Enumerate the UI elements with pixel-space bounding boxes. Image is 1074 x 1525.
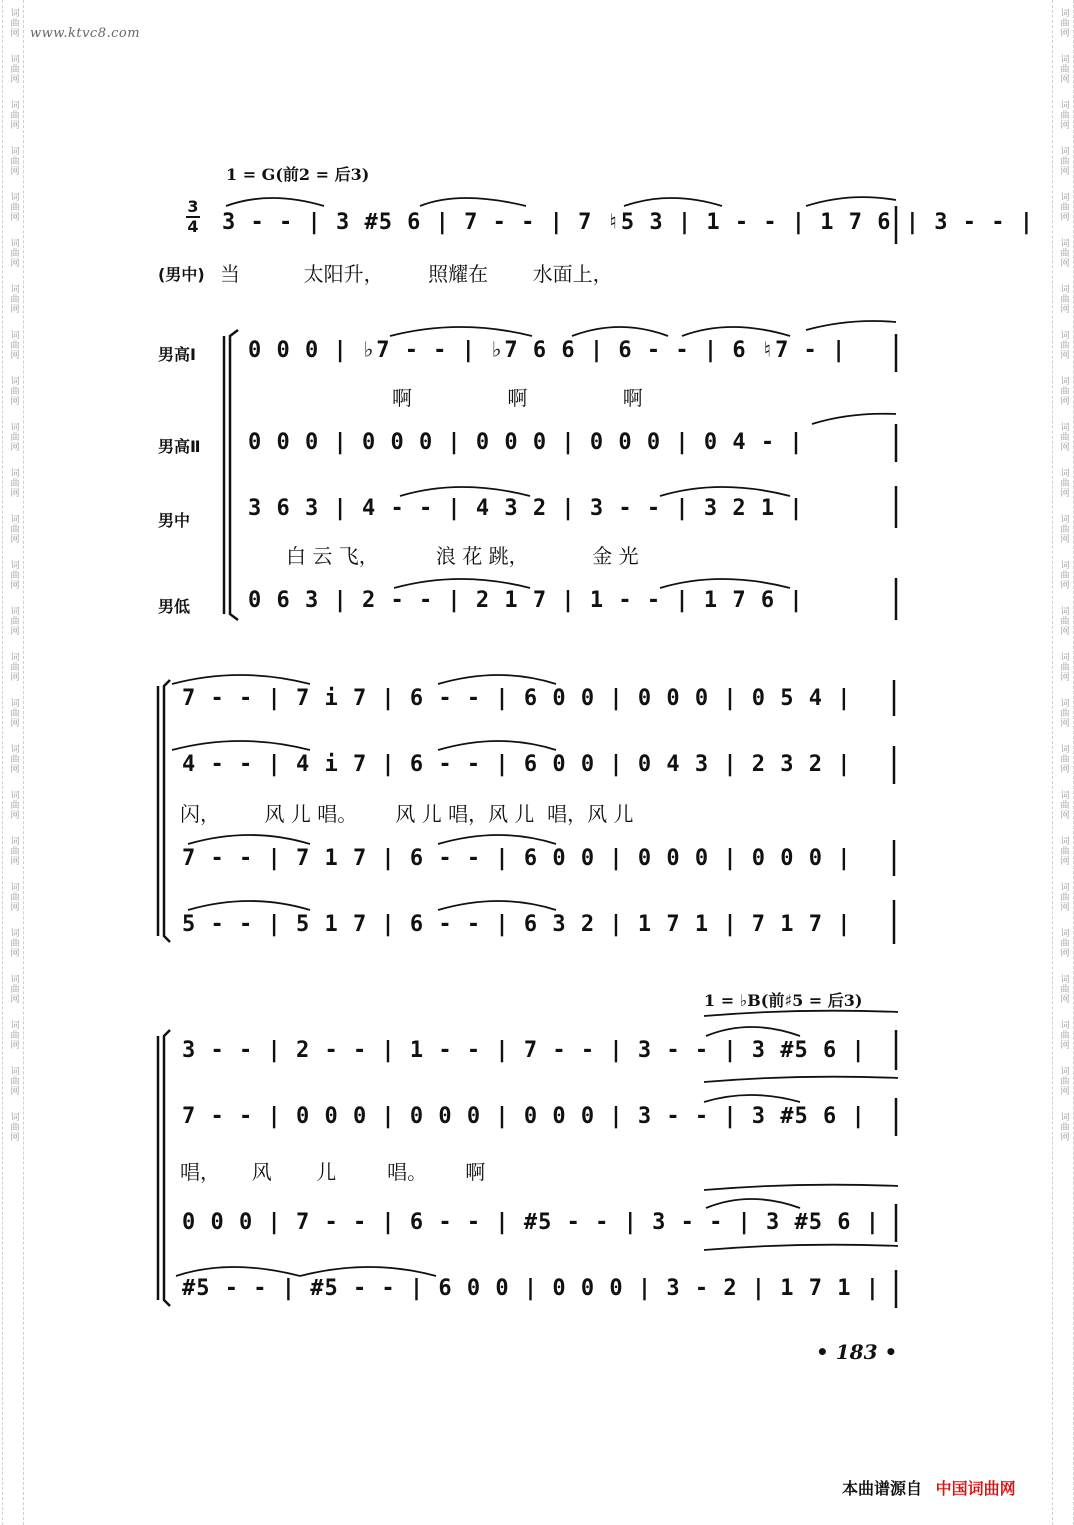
system2-lyrics-baritone: 白 云 飞， 浪 花 跳， 金 光 <box>286 544 639 568</box>
side-watermark: 词曲网 <box>1058 606 1069 636</box>
side-watermark: 词曲网 <box>1058 744 1069 774</box>
system2-voice-label-tenor2: 男高Ⅱ <box>158 437 201 456</box>
key-signature-first: 1 = G(前2 = 后3) <box>226 165 370 184</box>
system3-notes-baritone: 7 - - | 7 1 7 | 6 - - | 6 0 0 | 0 0 0 | 0 0 0 | <box>182 846 852 871</box>
side-watermark: 词曲网 <box>8 744 19 774</box>
left-watermark-strip <box>2 0 24 1525</box>
system4-notes-tenor1: 3 - - | 2 - - | 1 - - | 7 - - | 3 - - | 3 #5 6 | <box>182 1038 866 1063</box>
side-watermark: 词曲网 <box>1058 1066 1069 1096</box>
side-watermark: 词曲网 <box>8 1020 19 1050</box>
side-watermark: 词曲网 <box>1058 698 1069 728</box>
system4-lyrics-tenor2: 唱， 风 儿 唱。 啊 <box>180 1160 486 1184</box>
side-watermark: 词曲网 <box>8 100 19 130</box>
side-watermark: 词曲网 <box>1058 928 1069 958</box>
system1-lyrics: 当 太阳升， 照耀在 水面上， <box>220 262 613 286</box>
side-watermark: 词曲网 <box>8 422 19 452</box>
side-watermark: 词曲网 <box>8 54 19 84</box>
side-watermark: 词曲网 <box>8 514 19 544</box>
system3-bracket <box>164 680 170 942</box>
system1-notes: 3 - - | 3 #5 6 | 7 - - | 7 ♮5 3 | 1 - - | 1 7 6 | 3 - - | <box>222 210 1034 235</box>
side-watermark: 词曲网 <box>8 284 19 314</box>
side-watermark: 词曲网 <box>8 928 19 958</box>
system2-notes-tenor2: 0 0 0 | 0 0 0 | 0 0 0 | 0 0 0 | 0 4 - | <box>248 430 804 455</box>
side-watermark: 词曲网 <box>1058 376 1069 406</box>
side-watermark: 词曲网 <box>8 606 19 636</box>
side-watermark: 词曲网 <box>1058 1020 1069 1050</box>
side-watermark: 词曲网 <box>1058 560 1069 590</box>
system3-notes-tenor1: 7 - - | 7 i 7 | 6 - - | 6 0 0 | 0 0 0 | 0 5 4 | <box>182 686 852 711</box>
system2-voice-label-tenor1: 男高Ⅰ <box>158 345 196 364</box>
system2-voice-label-bass: 男低 <box>158 597 191 616</box>
footer-source-label: 本曲谱源自 <box>842 1479 923 1498</box>
system3-notes-tenor2: 4 - - | 4 i 7 | 6 - - | 6 0 0 | 0 4 3 | 2 3 2 | <box>182 752 852 777</box>
side-watermark: 词曲网 <box>1058 100 1069 130</box>
system2-bracket <box>230 330 238 620</box>
side-watermark: 词曲网 <box>1058 54 1069 84</box>
system2-voice-label-baritone: 男中 <box>158 511 191 530</box>
side-watermark: 词曲网 <box>8 790 19 820</box>
side-watermark: 词曲网 <box>8 974 19 1004</box>
system4-bracket <box>164 1030 170 1306</box>
side-watermark: 词曲网 <box>8 560 19 590</box>
system2-notes-baritone: 3 6 3 | 4 - - | 4 3 2 | 3 - - | 3 2 1 | <box>248 496 804 521</box>
side-watermark: 词曲网 <box>8 698 19 728</box>
system2-notes-tenor1: 0 0 0 | ♭7 - - | ♭7 6 6 | 6 - - | 6 ♮7 - | <box>248 338 847 363</box>
footer-source <box>842 1476 1016 1499</box>
right-watermark-strip <box>1052 0 1074 1525</box>
side-watermark: 词曲网 <box>1058 468 1069 498</box>
side-watermark: 词曲网 <box>8 468 19 498</box>
side-watermark: 词曲网 <box>1058 514 1069 544</box>
side-watermark: 词曲网 <box>1058 8 1069 38</box>
system3-notes-bass: 5 - - | 5 1 7 | 6 - - | 6 3 2 | 1 7 1 | 7 1 7 | <box>182 912 852 937</box>
side-watermark: 词曲网 <box>8 8 19 38</box>
side-watermark: 词曲网 <box>1058 192 1069 222</box>
side-watermark: 词曲网 <box>8 238 19 268</box>
system4-notes-bass: #5 - - | #5 - - | 6 0 0 | 0 0 0 | 3 - 2 | 1 7 1 | <box>182 1276 881 1301</box>
time-signature-top: 3 <box>187 197 199 216</box>
side-watermark: 词曲网 <box>1058 882 1069 912</box>
side-watermark: 词曲网 <box>1058 836 1069 866</box>
site-url-watermark: www.ktvc8.com <box>30 26 141 41</box>
page-number: • 183 • <box>816 1340 898 1364</box>
side-watermark: 词曲网 <box>1058 422 1069 452</box>
side-watermark: 词曲网 <box>1058 146 1069 176</box>
side-watermark: 词曲网 <box>1058 652 1069 682</box>
side-watermark: 词曲网 <box>1058 238 1069 268</box>
side-watermark: 词曲网 <box>1058 284 1069 314</box>
side-watermark: 词曲网 <box>1058 1112 1069 1142</box>
side-watermark: 词曲网 <box>8 1066 19 1096</box>
side-watermark: 词曲网 <box>1058 330 1069 360</box>
system2-lyrics-tenor1: 啊 啊 啊 <box>392 386 643 410</box>
footer-source-site: 中国词曲网 <box>935 1479 1016 1498</box>
side-watermark: 词曲网 <box>8 1112 19 1142</box>
side-watermark: 词曲网 <box>8 330 19 360</box>
side-watermark: 词曲网 <box>8 652 19 682</box>
side-watermark: 词曲网 <box>8 836 19 866</box>
system1-voice-label: (男中) <box>158 265 205 284</box>
side-watermark: 词曲网 <box>8 882 19 912</box>
side-watermark: 词曲网 <box>8 146 19 176</box>
system4-notes-tenor2: 7 - - | 0 0 0 | 0 0 0 | 0 0 0 | 3 - - | 3 #5 6 | <box>182 1104 866 1129</box>
system3-lyrics-tenor2: 闪， 风 儿 唱。 风 儿 唱，风 儿 唱，风 儿 <box>180 802 634 826</box>
side-watermark: 词曲网 <box>1058 974 1069 1004</box>
side-watermark: 词曲网 <box>8 376 19 406</box>
time-signature <box>186 198 200 236</box>
side-watermark: 词曲网 <box>1058 790 1069 820</box>
key-signature-second: 1 = ♭B(前♯5 = 后3) <box>704 991 863 1010</box>
system4-notes-baritone: 0 0 0 | 7 - - | 6 - - | #5 - - | 3 - - | 3 #5 6 | <box>182 1210 881 1235</box>
system2-notes-bass: 0 6 3 | 2 - - | 2 1 7 | 1 - - | 1 7 6 | <box>248 588 804 613</box>
side-watermark: 词曲网 <box>8 192 19 222</box>
time-signature-bottom: 4 <box>187 217 199 236</box>
